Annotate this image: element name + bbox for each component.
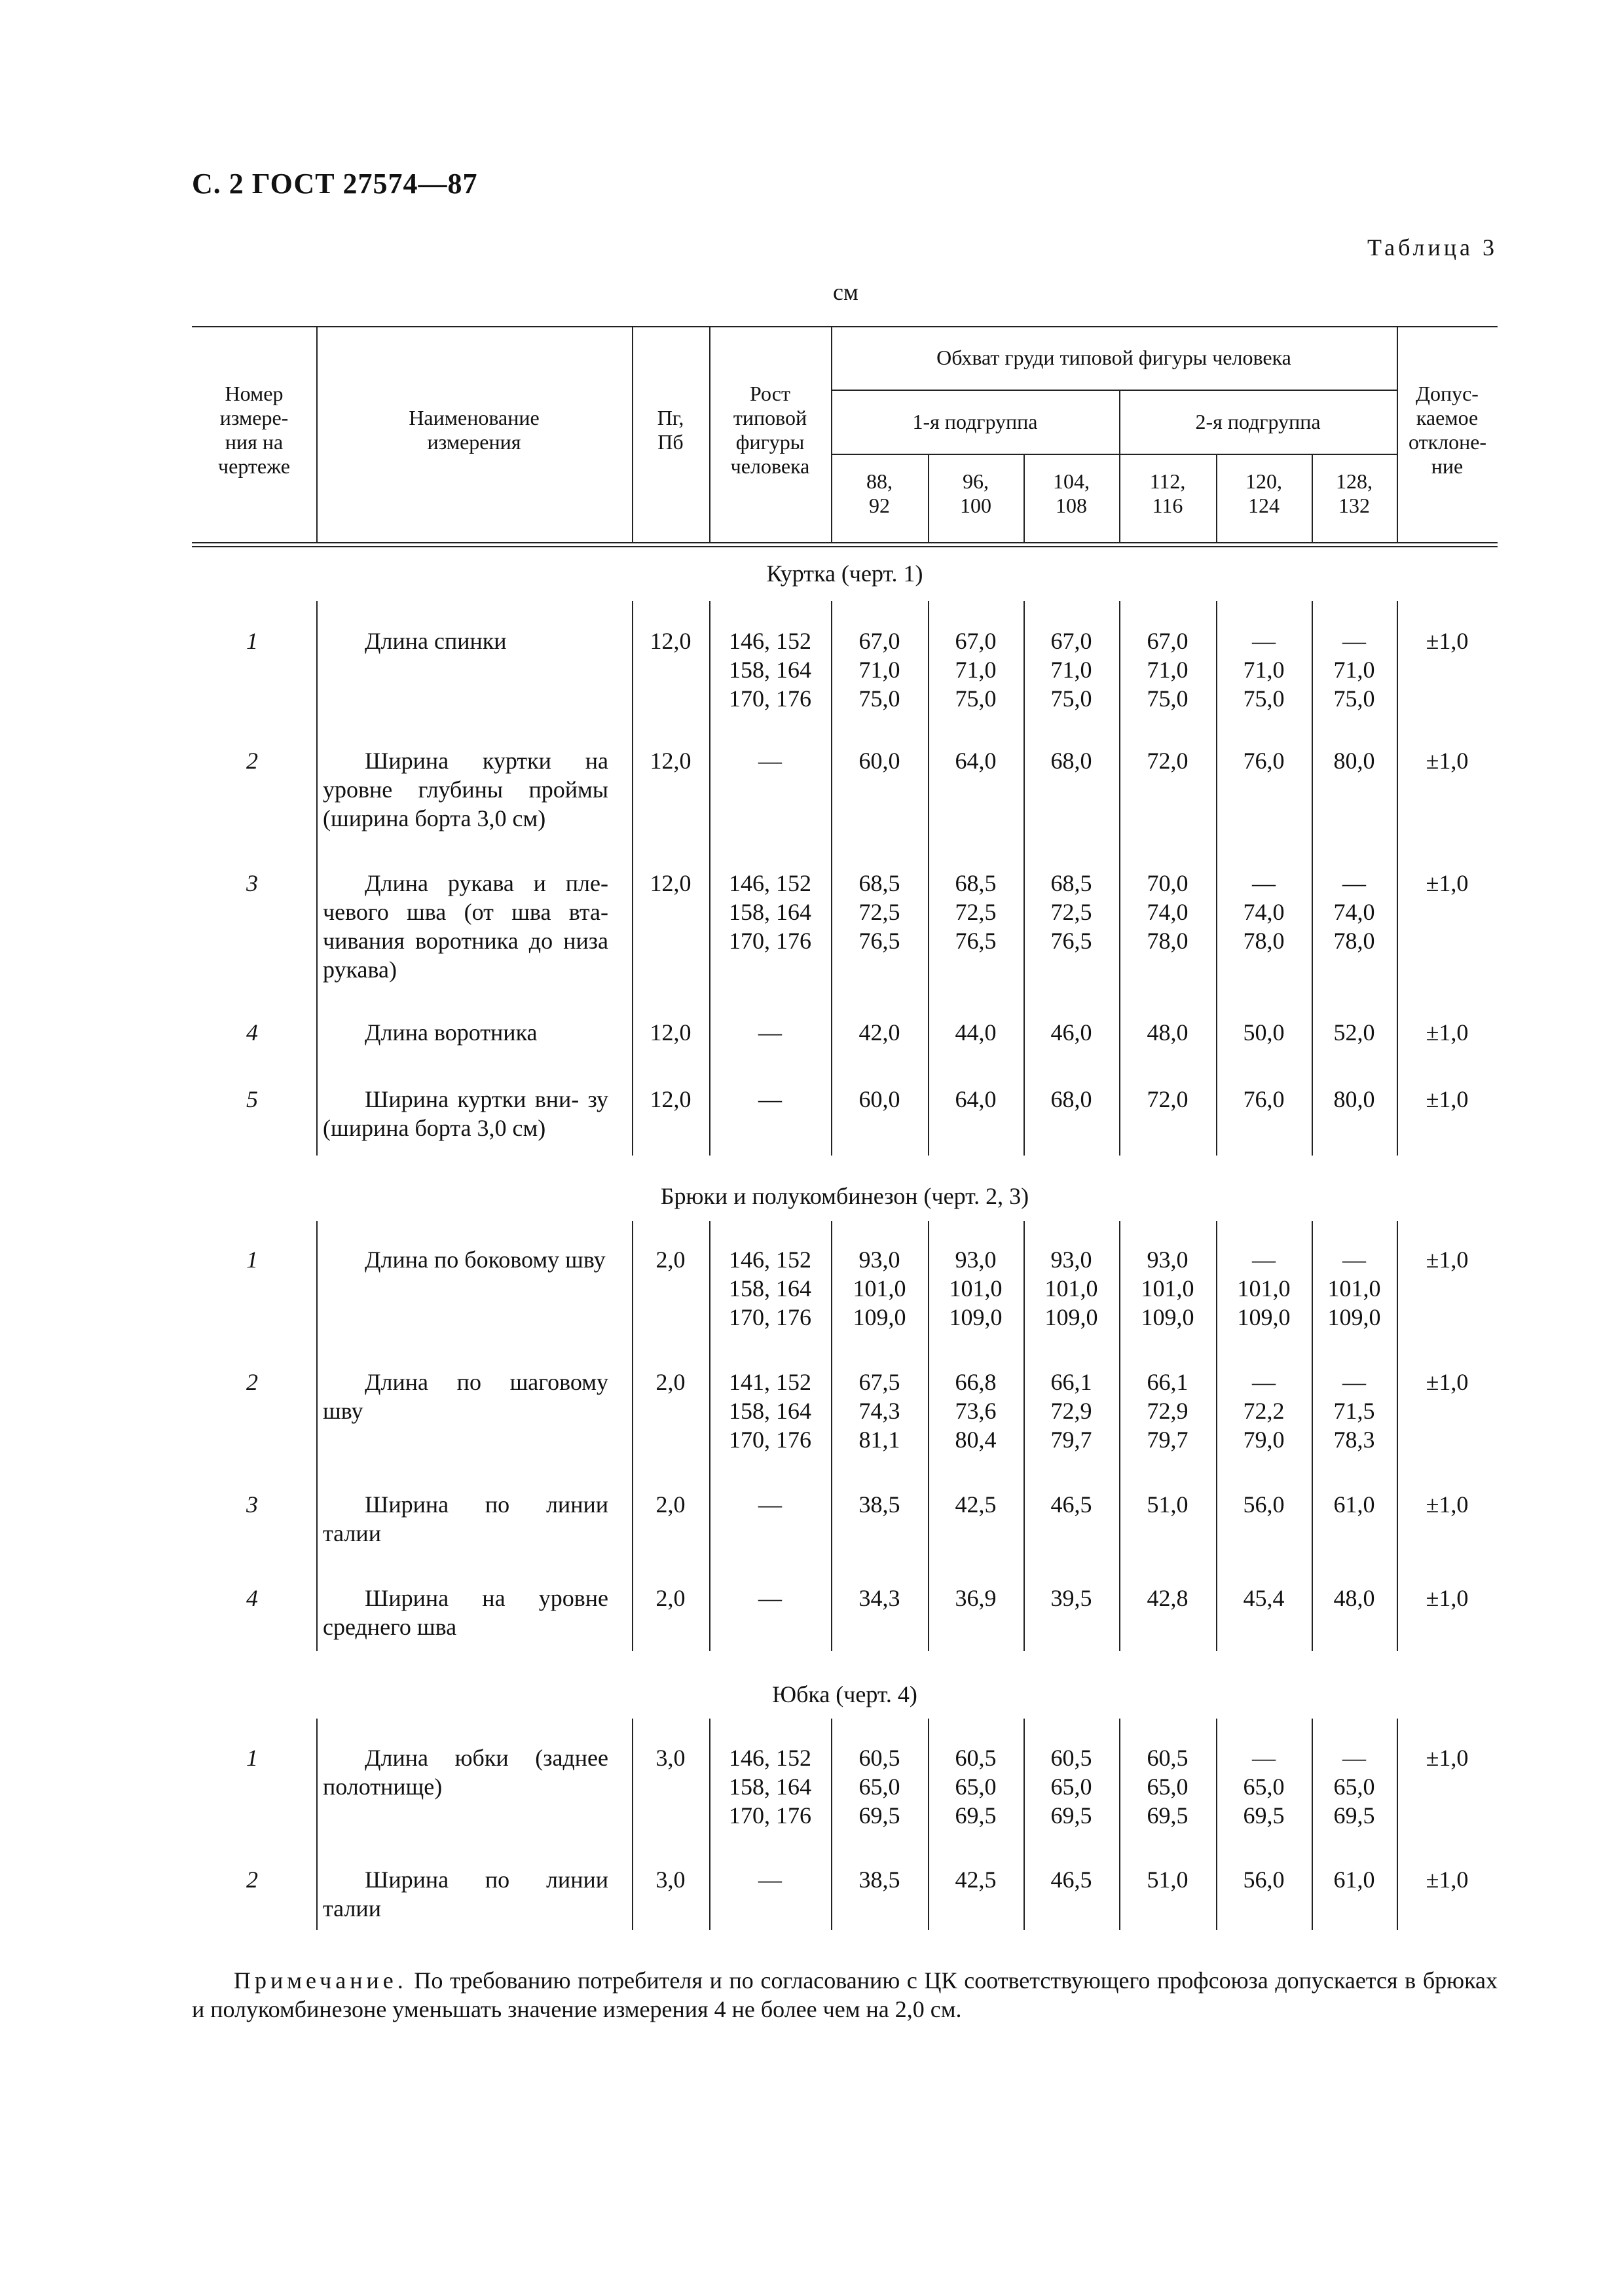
row-name: Длина по боковому шву [365, 1247, 606, 1273]
row-value: 48,0 [1333, 1585, 1375, 1611]
row-name: Ширина по линии талии [323, 1867, 608, 1922]
row-tolerance: ±1,0 [1426, 1585, 1469, 1611]
row-name: Ширина на уровне среднего шва [323, 1585, 608, 1640]
row-value: — 71,0 75,0 [1333, 628, 1375, 712]
row-value: 80,0 [1333, 748, 1375, 774]
col-header-size: 120, 124 [1245, 469, 1282, 517]
row-value: 66,1 72,9 79,7 [1147, 1369, 1189, 1453]
row-value: 61,0 [1333, 1867, 1375, 1893]
row-pg: 2,0 [655, 1369, 686, 1395]
row-heights: 146, 152 158, 164 170, 176 [729, 1247, 811, 1330]
row-value: 34,3 [858, 1585, 900, 1611]
row-pg: 2,0 [655, 1247, 686, 1273]
row-value: 51,0 [1147, 1867, 1189, 1893]
row-value: 44,0 [955, 1019, 997, 1046]
row-value: 68,5 72,5 76,5 [955, 870, 997, 954]
row-value: 60,0 [858, 748, 900, 774]
row-heights: 146, 152 158, 164 170, 176 [729, 628, 811, 712]
row-value: 67,0 71,0 75,0 [858, 628, 900, 712]
row-tolerance: ±1,0 [1426, 1369, 1469, 1395]
row-name: Длина юбки (заднее полотнище) [323, 1745, 608, 1800]
row-value: 60,5 65,0 69,5 [955, 1745, 997, 1829]
header-vline [1119, 390, 1120, 542]
col-header-height: Рост типовой фигуры человека [730, 381, 810, 478]
row-value: 93,0 101,0 109,0 [949, 1247, 1003, 1330]
row-value: 42,0 [858, 1019, 900, 1046]
row-value: 68,0 [1050, 1086, 1092, 1112]
row-heights: 146, 152 158, 164 170, 176 [729, 870, 811, 954]
row-pg: 3,0 [655, 1745, 686, 1771]
row-tolerance: ±1,0 [1426, 1491, 1469, 1518]
col-header-size: 128, 132 [1336, 469, 1373, 517]
section-title: Юбка (черт. 4) [772, 1681, 917, 1707]
row-value: — 101,0 109,0 [1327, 1247, 1381, 1330]
table-note [192, 1966, 1498, 2024]
header-vline [1312, 454, 1313, 542]
row-tolerance: ±1,0 [1426, 748, 1469, 774]
row-value: 70,0 74,0 78,0 [1147, 870, 1189, 954]
row-value: 67,0 71,0 75,0 [1050, 628, 1092, 712]
row-value: — 72,2 79,0 [1243, 1369, 1285, 1453]
section-title: Куртка (черт. 1) [766, 560, 923, 587]
row-value: 67,5 74,3 81,1 [858, 1369, 900, 1453]
row-value: — 65,0 69,5 [1333, 1745, 1375, 1829]
table-header [192, 326, 1498, 534]
row-name: Ширина куртки на уровне глубины проймы (ширина борта 3,0 см) [323, 748, 608, 831]
row-number: 2 [246, 748, 258, 774]
row-pg: 3,0 [655, 1867, 686, 1893]
row-heights: — [758, 1019, 782, 1046]
col-header-tol: Допус- каемое отклоне- ние [1409, 381, 1487, 478]
row-value: 72,0 [1147, 748, 1189, 774]
row-value: 64,0 [955, 1086, 997, 1112]
row-value: 56,0 [1243, 1491, 1285, 1518]
row-number: 3 [246, 870, 258, 896]
body-vline [316, 1719, 318, 1930]
header-bottom-rule-2 [192, 546, 1498, 547]
row-value: 56,0 [1243, 1867, 1285, 1893]
row-value: 76,0 [1243, 748, 1285, 774]
row-pg: 12,0 [650, 870, 691, 896]
row-heights: 141, 152 158, 164 170, 176 [729, 1369, 811, 1453]
note-label: Примечание. [234, 1967, 407, 1994]
body-vline [316, 601, 318, 1156]
row-heights: — [758, 1867, 782, 1893]
row-value: 80,0 [1333, 1086, 1375, 1112]
row-value: 60,5 65,0 69,5 [1147, 1745, 1189, 1829]
row-name: Ширина куртки вни- зу (ширина борта 3,0 см) [323, 1086, 608, 1141]
row-number: 4 [246, 1019, 258, 1046]
row-heights: — [758, 748, 782, 774]
row-heights: — [758, 1491, 782, 1518]
row-value: 60,5 65,0 69,5 [1050, 1745, 1092, 1829]
row-name: Длина по шаговому шву [323, 1369, 608, 1424]
row-value: 61,0 [1333, 1491, 1375, 1518]
row-name: Длина воротника [365, 1019, 538, 1046]
row-pg: 12,0 [650, 748, 691, 774]
row-name: Длина рукава и пле- чевого шва (от шва вта- чивания воротника до низа рукава) [323, 870, 608, 983]
row-value: — 65,0 69,5 [1243, 1745, 1285, 1829]
row-value: — 74,0 78,0 [1333, 870, 1375, 954]
header-vline [1216, 454, 1217, 542]
row-number: 1 [246, 1247, 258, 1273]
header-vline [831, 326, 832, 542]
row-value: 38,5 [858, 1491, 900, 1518]
row-value: 42,8 [1147, 1585, 1189, 1611]
row-value: 42,5 [955, 1867, 997, 1893]
row-pg: 12,0 [650, 1019, 691, 1046]
row-value: 64,0 [955, 748, 997, 774]
row-number: 2 [246, 1867, 258, 1893]
col-header-name: Наименование измерения [409, 405, 540, 454]
row-pg: 2,0 [655, 1585, 686, 1611]
row-value: 76,0 [1243, 1086, 1285, 1112]
row-value: 50,0 [1243, 1019, 1285, 1046]
row-tolerance: ±1,0 [1426, 870, 1469, 896]
note-text: По требованию потребителя и по согласованию с ЦК соответствующего профсоюза допускается в брюках и полукомбинезоне уменьшать значение измерения 4 не более чем на 2,0 см. [192, 1967, 1498, 2022]
header-vline [928, 454, 929, 542]
row-value: 93,0 101,0 109,0 [1141, 1247, 1194, 1330]
col-header-size: 112, 116 [1149, 469, 1186, 517]
header-vline [1397, 326, 1398, 542]
col-header-size: 104, 108 [1053, 469, 1090, 517]
row-value: 46,0 [1050, 1019, 1092, 1046]
row-value: — 71,0 75,0 [1243, 628, 1285, 712]
row-value: 67,0 71,0 75,0 [1147, 628, 1189, 712]
row-value: 42,5 [955, 1491, 997, 1518]
row-number: 1 [246, 1745, 258, 1771]
row-value: — 71,5 78,3 [1333, 1369, 1375, 1453]
header-bottom-rule [192, 542, 1498, 543]
row-tolerance: ±1,0 [1426, 628, 1469, 654]
row-value: — 101,0 109,0 [1237, 1247, 1291, 1330]
col-header-size: 88, 92 [866, 469, 893, 517]
row-value: 60,5 65,0 69,5 [858, 1745, 900, 1829]
row-value: 68,5 72,5 76,5 [1050, 870, 1092, 954]
row-value: 39,5 [1050, 1585, 1092, 1611]
header-divider [831, 390, 1397, 391]
row-value: 46,5 [1050, 1491, 1092, 1518]
row-tolerance: ±1,0 [1426, 1867, 1469, 1893]
row-name: Ширина по линии талии [323, 1491, 608, 1546]
row-pg: 12,0 [650, 1086, 691, 1112]
row-tolerance: ±1,0 [1426, 1019, 1469, 1046]
row-number: 4 [246, 1585, 258, 1611]
row-pg: 12,0 [650, 628, 691, 654]
row-value: 36,9 [955, 1585, 997, 1611]
row-value: 72,0 [1147, 1086, 1189, 1112]
row-value: 48,0 [1147, 1019, 1189, 1046]
row-value: 46,5 [1050, 1867, 1092, 1893]
row-name: Длина спинки [365, 628, 507, 654]
col-header-girth: Обхват груди типовой фигуры человека [936, 346, 1291, 369]
table-label: Таблица 3 [1367, 234, 1498, 261]
col-header-size: 96, 100 [960, 469, 991, 517]
page-header: С. 2 ГОСТ 27574—87 [192, 168, 478, 200]
row-value: 66,1 72,9 79,7 [1050, 1369, 1092, 1453]
row-number: 2 [246, 1369, 258, 1395]
col-header-num: Номер измере- ния на чертеже [218, 381, 290, 478]
row-heights: — [758, 1585, 782, 1611]
row-tolerance: ±1,0 [1426, 1745, 1469, 1771]
row-value: — 74,0 78,0 [1243, 870, 1285, 954]
row-value: 68,0 [1050, 748, 1092, 774]
row-value: 66,8 73,6 80,4 [955, 1369, 997, 1453]
row-value: 45,4 [1243, 1585, 1285, 1611]
row-value: 93,0 101,0 109,0 [1044, 1247, 1098, 1330]
row-value: 52,0 [1333, 1019, 1375, 1046]
header-vline [316, 326, 318, 542]
unit-label: см [833, 279, 858, 305]
row-number: 5 [246, 1086, 258, 1112]
row-value: 38,5 [858, 1867, 900, 1893]
col-header-sub1: 1-я подгруппа [912, 409, 1038, 433]
row-value: 68,5 72,5 76,5 [858, 870, 900, 954]
row-value: 67,0 71,0 75,0 [955, 628, 997, 712]
row-heights: 146, 152 158, 164 170, 176 [729, 1745, 811, 1829]
row-pg: 2,0 [655, 1491, 686, 1518]
row-value: 60,0 [858, 1086, 900, 1112]
row-value: 93,0 101,0 109,0 [853, 1247, 906, 1330]
col-header-pg: Пг, Пб [657, 405, 684, 454]
row-value: 51,0 [1147, 1491, 1189, 1518]
row-number: 3 [246, 1491, 258, 1518]
header-vline [632, 326, 633, 542]
row-number: 1 [246, 628, 258, 654]
col-header-sub2: 2-я подгруппа [1195, 409, 1321, 433]
row-heights: — [758, 1086, 782, 1112]
body-vline [316, 1221, 318, 1651]
header-vline [709, 326, 710, 542]
row-tolerance: ±1,0 [1426, 1247, 1469, 1273]
header-vline [1023, 454, 1025, 542]
section-title: Брюки и полукомбинезон (черт. 2, 3) [660, 1183, 1029, 1209]
row-tolerance: ±1,0 [1426, 1086, 1469, 1112]
